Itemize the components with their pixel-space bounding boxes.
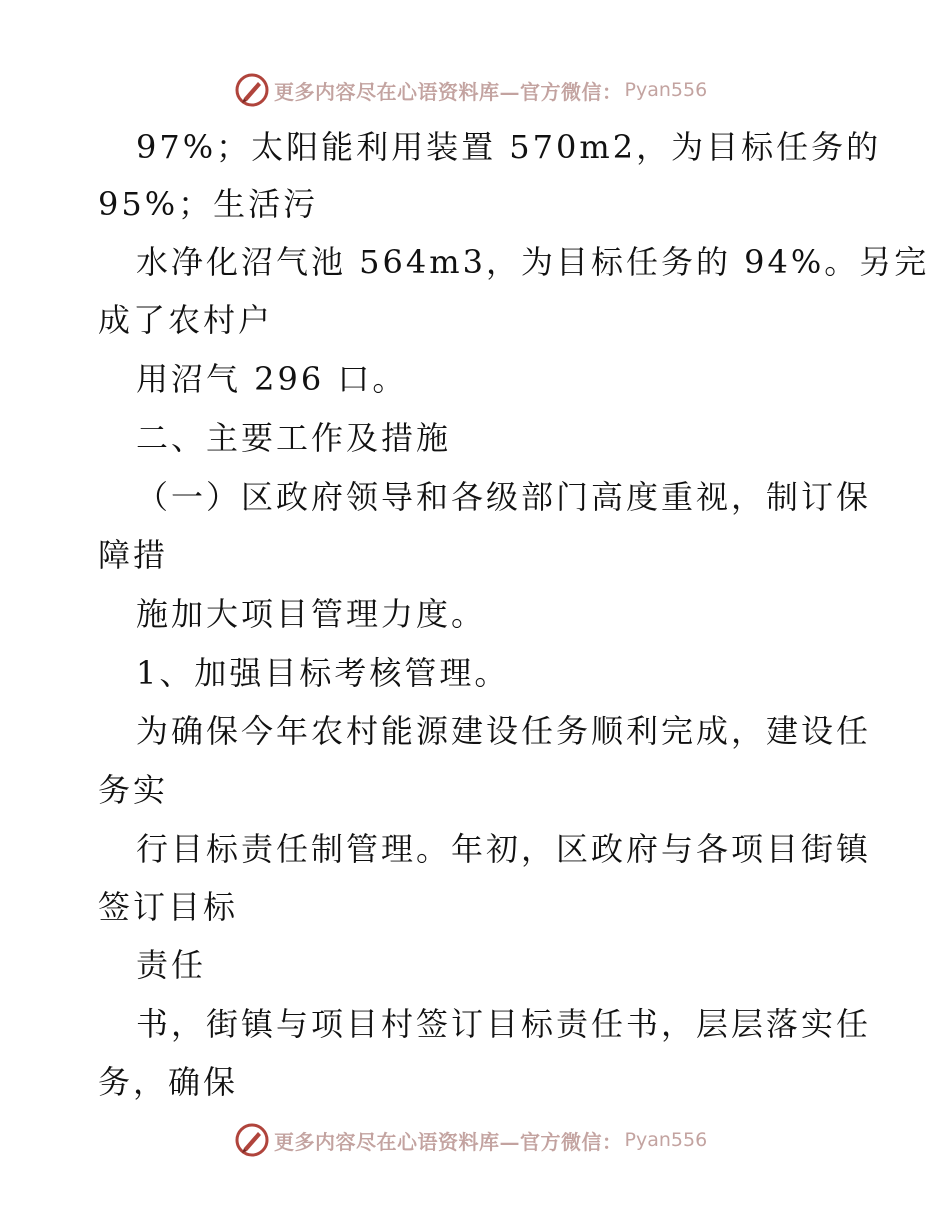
text-line: 书，街镇与项目村签订目标责任书，层层落实任 [136, 1005, 872, 1043]
text-line: 障措 [98, 536, 169, 574]
text-line: 成了农村户 [98, 301, 274, 339]
text-line: 用沼气 296 口。 [136, 360, 408, 398]
section-heading: 二、主要工作及措施 [136, 419, 452, 457]
watermark-text: 更多内容尽在心语资料库—官方微信： [274, 1129, 623, 1154]
watermark-text: 更多内容尽在心语资料库—官方微信： [274, 79, 623, 104]
watermark-wechat-id: Pyan556 [624, 79, 708, 101]
subsection-heading: （一）区政府领导和各级部门高度重视，制订保 [136, 478, 872, 516]
text-line: 97%；太阳能利用装置 570m2，为目标任务的 [136, 128, 882, 166]
text-line: 为确保今年农村能源建设任务顺利完成，建设任 [136, 712, 872, 750]
text-line: 施加大项目管理力度。 [136, 595, 487, 633]
text-line: 行目标责任制管理。年初，区政府与各项目街镇 [136, 830, 872, 868]
pen-logo-icon [234, 1122, 270, 1158]
text-line: 务实 [98, 771, 169, 809]
watermark-wechat-id: Pyan556 [624, 1129, 708, 1151]
text-line: 水净化沼气池 564m3，为目标任务的 94%。另完 [136, 243, 930, 281]
item-heading: 1、加强目标考核管理。 [136, 654, 510, 692]
text-line: 责任 [136, 946, 207, 984]
text-line: 95%；生活污 [98, 185, 319, 223]
footer-watermark [234, 1120, 707, 1160]
text-line: 签订目标 [98, 888, 239, 926]
text-line: 务，确保 [98, 1063, 239, 1101]
